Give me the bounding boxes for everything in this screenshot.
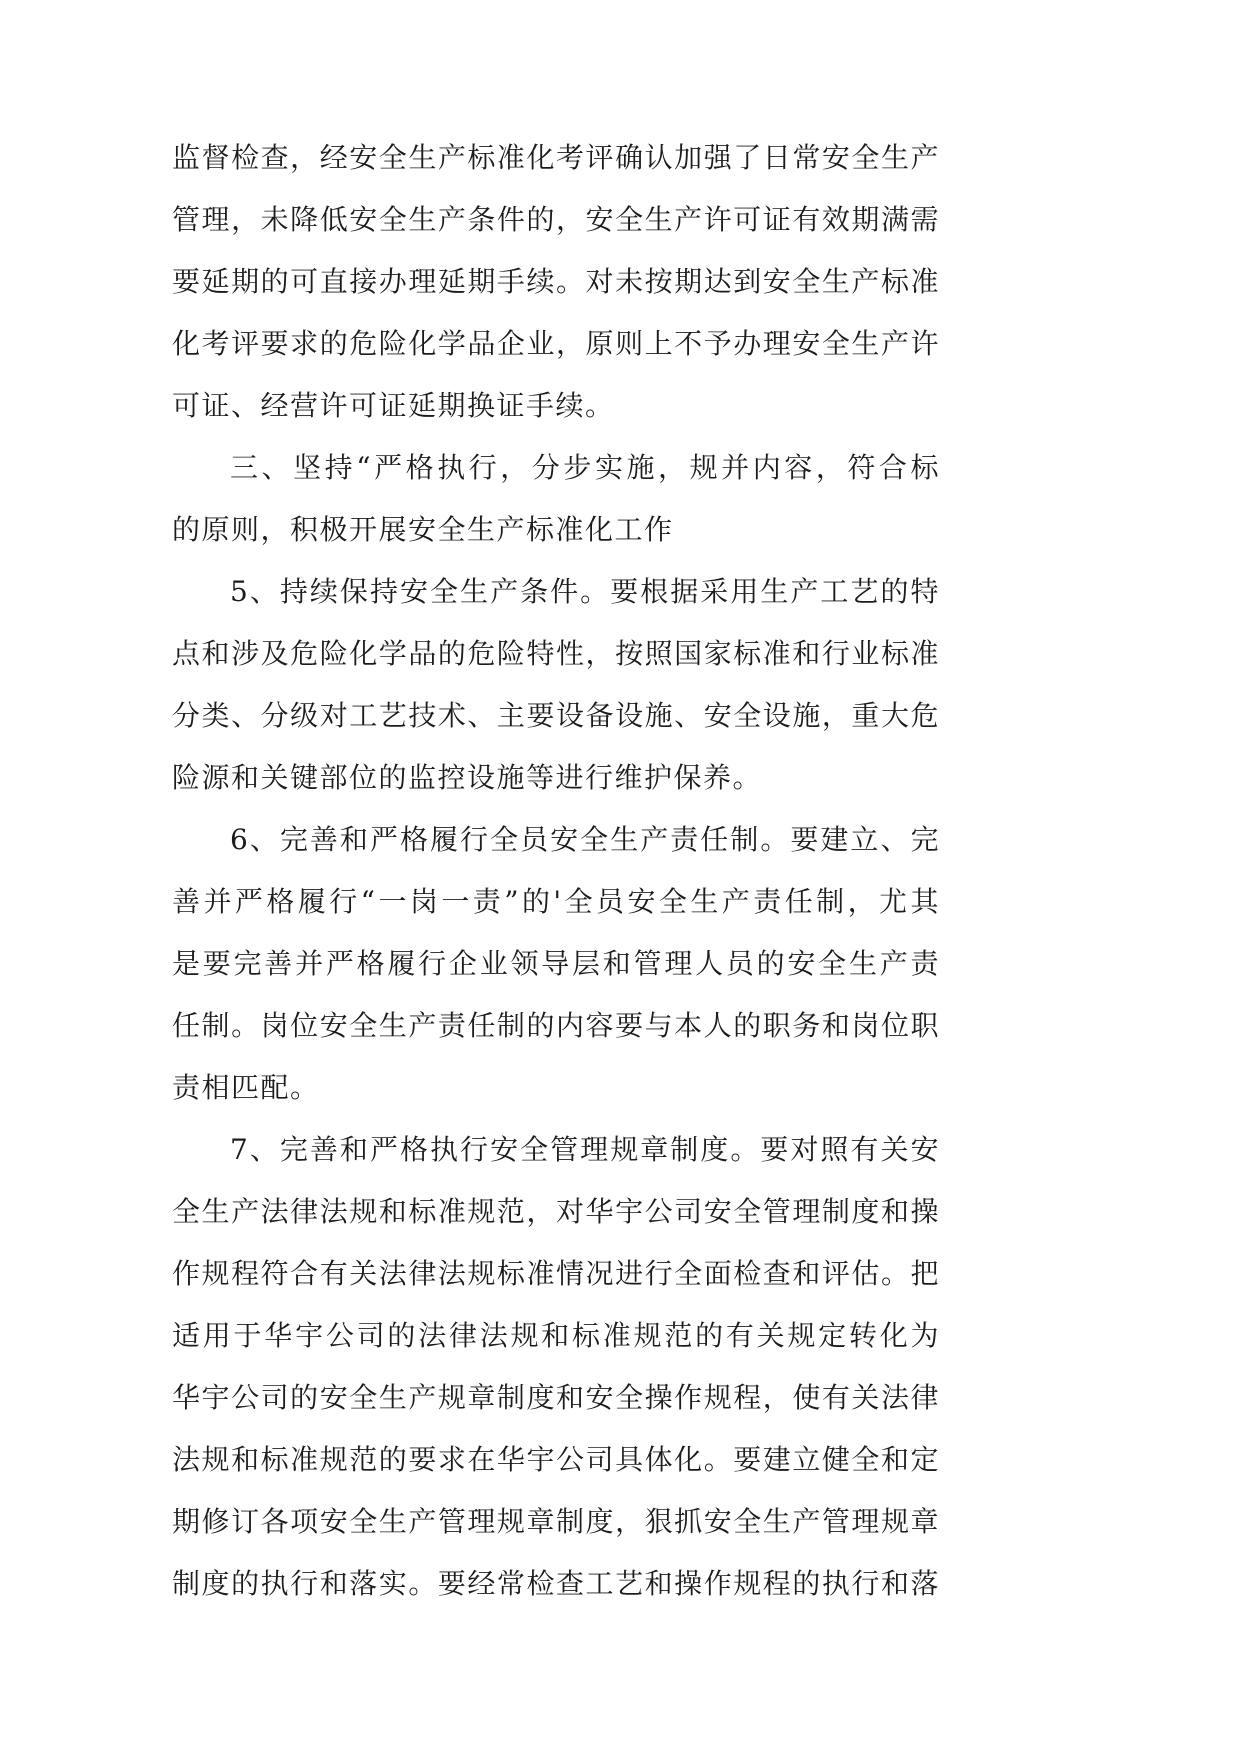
- text-line: 适用于华宇公司的法律法规和标准规范的有关规定转化为: [172, 1319, 940, 1352]
- paragraph: [172, 127, 940, 437]
- text-line: 化考评要求的危险化学品企业，原则上不予办理安全生产许: [172, 327, 940, 360]
- text-line: 三、坚持“严格执行，分步实施，规并内容，符合标: [230, 451, 940, 484]
- text-line: 管理，未降低安全生产条件的，安全生产许可证有效期满需: [172, 203, 940, 236]
- text-line: 责相匹配。: [172, 1071, 320, 1104]
- text-line: 7、完善和严格执行安全管理规章制度。要对照有关安: [230, 1133, 940, 1166]
- text-line: 要延期的可直接办理延期手续。对未按期达到安全生产标准: [172, 265, 940, 298]
- text-line: 是要完善并严格履行企业领导层和管理人员的安全生产责: [172, 947, 940, 980]
- text-line: 作规程符合有关法律法规标准情况进行全面检查和评估。把: [172, 1257, 940, 1290]
- text-line: 的原则，积极开展安全生产标准化工作: [172, 513, 674, 546]
- document-body: [172, 127, 940, 1615]
- text-line: 监督检查，经安全生产标准化考评确认加强了日常安全生产: [172, 141, 940, 174]
- text-line: 全生产法律法规和标准规范，对华宇公司安全管理制度和操: [172, 1195, 940, 1228]
- paragraph: [172, 809, 940, 1119]
- text-line: 制度的执行和落实。要经常检查工艺和操作规程的执行和落: [172, 1567, 940, 1600]
- text-line: 任制。岗位安全生产责任制的内容要与本人的职务和岗位职: [172, 1009, 940, 1042]
- text-line: 5、持续保持安全生产条件。要根据采用生产工艺的特: [230, 575, 940, 608]
- section-heading: [172, 437, 940, 561]
- text-line: 分类、分级对工艺技术、主要设备设施、安全设施，重大危: [172, 699, 940, 732]
- text-line: 险源和关键部位的监控设施等进行维护保养。: [172, 761, 763, 794]
- paragraph: [172, 561, 940, 809]
- text-line: 法规和标准规范的要求在华宇公司具体化。要建立健全和定: [172, 1443, 940, 1476]
- text-line: 华宇公司的安全生产规章制度和安全操作规程，使有关法律: [172, 1381, 940, 1414]
- paragraph: [172, 1119, 940, 1615]
- text-line: 可证、经营许可证延期换证手续。: [172, 389, 615, 422]
- text-line: 期修订各项安全生产管理规章制度，狠抓安全生产管理规章: [172, 1505, 940, 1538]
- text-line: 6、完善和严格履行全员安全生产责任制。要建立、完: [230, 823, 940, 856]
- text-line: 善并严格履行“一岗一责”的'全员安全生产责任制，尤其: [172, 885, 940, 918]
- text-line: 点和涉及危险化学品的危险特性，按照国家标准和行业标准: [172, 637, 940, 670]
